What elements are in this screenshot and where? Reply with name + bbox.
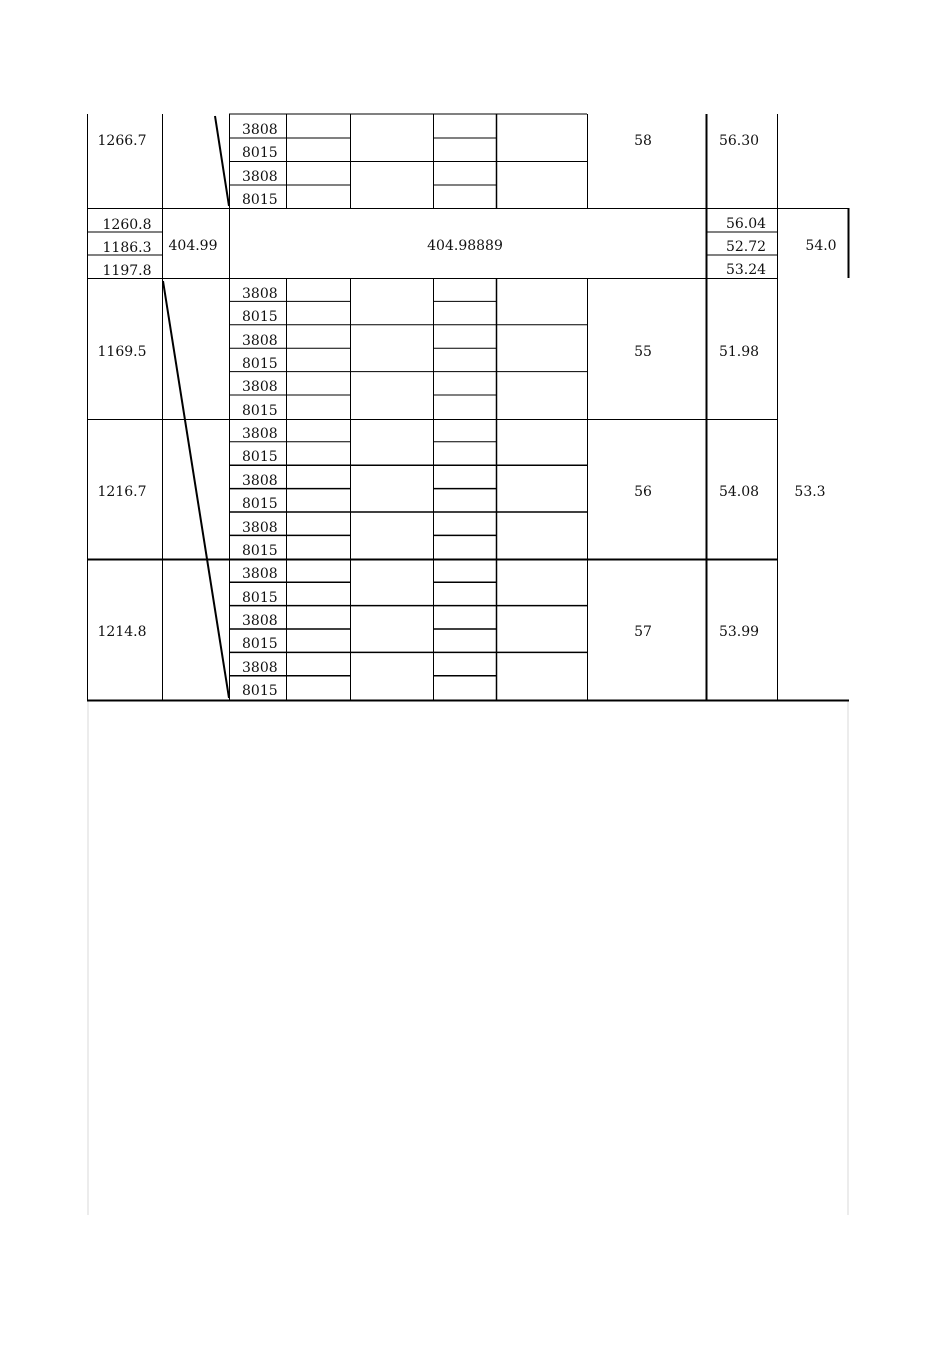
specimen-label: 3808 — [242, 426, 278, 443]
block2-weight-3: 1197.8 — [102, 263, 152, 279]
grid-line — [163, 281, 229, 698]
block1-age: 58 — [634, 133, 652, 149]
specimen-label: 3808 — [242, 122, 278, 138]
specimen-label: 8015 — [242, 145, 278, 162]
specimen-label: 8015 — [242, 356, 278, 373]
specimen-label: 8015 — [242, 542, 278, 559]
specimen-label: 3808 — [242, 332, 278, 349]
grid-line — [215, 116, 229, 206]
specimen-label: 8015 — [242, 192, 278, 209]
group2-age: 56 — [634, 484, 652, 500]
specimen-label: 8015 — [242, 449, 278, 466]
block2-strength-1: 56.04 — [725, 216, 767, 232]
specimen-label: 3808 — [242, 472, 278, 489]
specimen-label: 3808 — [242, 612, 278, 629]
block2-strength-3: 53.24 — [725, 262, 767, 278]
specimen-label: 8015 — [242, 309, 278, 326]
block1-weight: 1266.7 — [97, 133, 147, 149]
block2-strength-2: 52.72 — [725, 239, 767, 255]
block1-strength: 56.30 — [718, 133, 760, 149]
group2-strength: 54.08 — [718, 484, 760, 500]
group1-weight: 1169.5 — [97, 344, 147, 360]
group1-strength: 51.98 — [718, 344, 760, 360]
specimen-label: 3808 — [242, 519, 278, 536]
specimen-label: 8015 — [242, 589, 278, 606]
group3-strength: 53.99 — [718, 624, 760, 640]
specimen-label: 3808 — [242, 286, 278, 302]
block2-density-precise: 404.98889 — [427, 238, 503, 254]
specimen-label: 8015 — [242, 402, 278, 419]
block2-density: 404.99 — [168, 238, 218, 254]
specimen-label: 8015 — [242, 682, 278, 699]
block2-weight-2: 1186.3 — [102, 240, 152, 256]
block3-average: 53.3 — [794, 484, 826, 500]
specimen-label: 3808 — [242, 379, 278, 396]
specimen-label: 3808 — [242, 566, 278, 583]
specimen-label: 8015 — [242, 636, 278, 653]
group3-weight: 1214.8 — [97, 624, 147, 640]
group1-age: 55 — [634, 344, 652, 360]
specimen-label: 8015 — [242, 496, 278, 513]
group3-age: 57 — [634, 624, 652, 640]
specimen-label: 3808 — [242, 168, 278, 185]
block2-average: 54.0 — [805, 238, 837, 254]
group2-weight: 1216.7 — [97, 484, 147, 500]
block2-weight-1: 1260.8 — [102, 217, 152, 233]
specimen-label: 3808 — [242, 659, 278, 676]
